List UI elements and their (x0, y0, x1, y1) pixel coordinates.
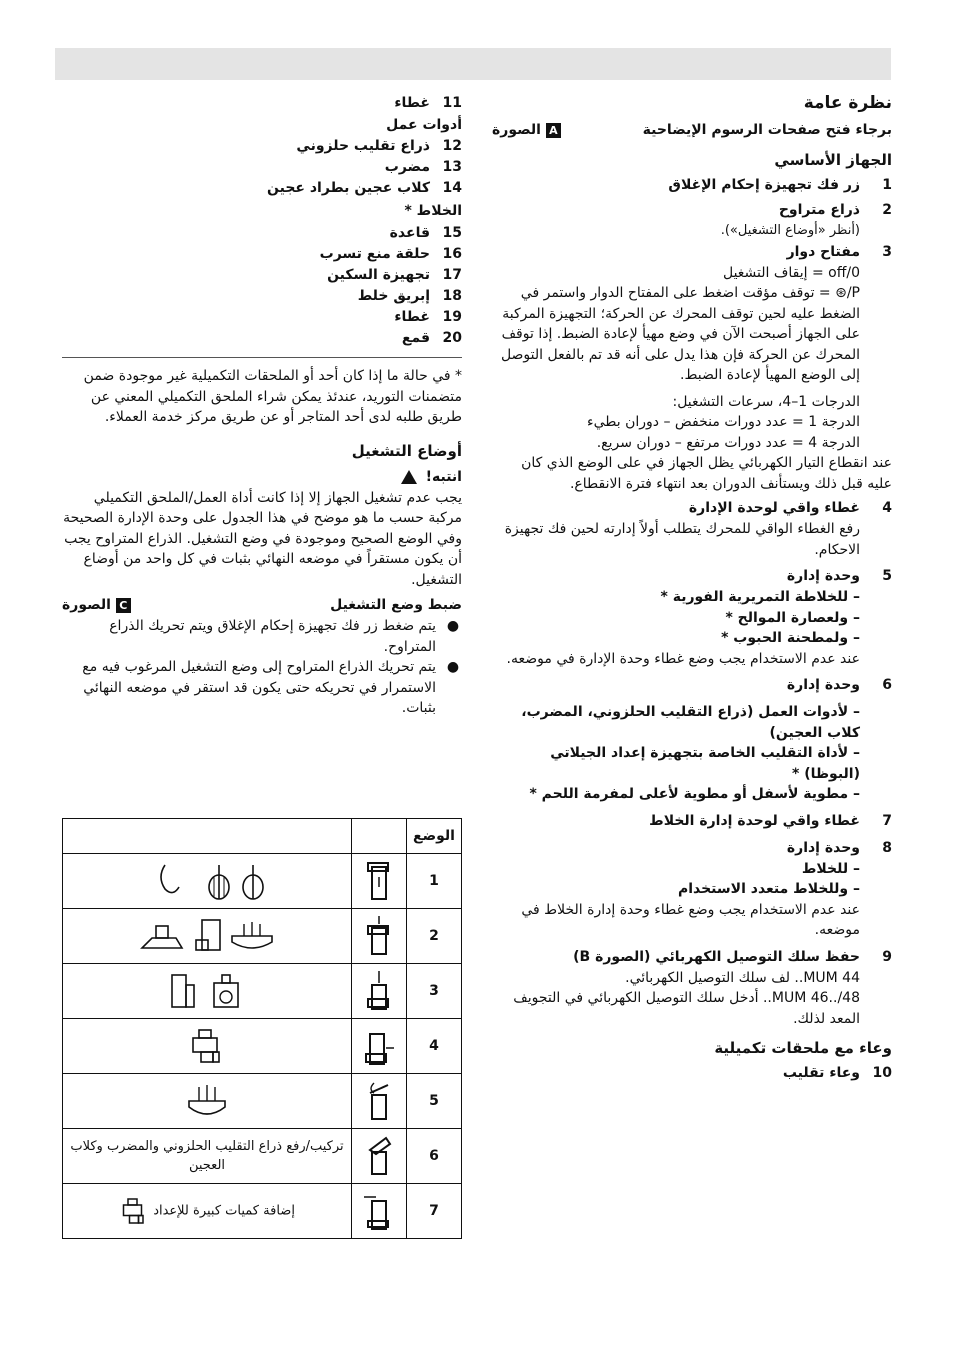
item-text: الدرجة 4 = عدد دورات مرتفع – دوران سريع. (596, 434, 860, 451)
list-item: 7 غطاء واقي لوحدة إدارة الخلاط (649, 812, 892, 829)
list-item: 14 كلاب عجين بطراد عجين (267, 180, 462, 196)
mixer-jar-icon (162, 971, 252, 1011)
arm-position-5-icon (366, 1081, 392, 1121)
sub-item: – ولعصارة الموالح * (725, 609, 860, 626)
section-title: نظرة عامة (803, 93, 892, 113)
list-item: 15 قاعدة (389, 225, 462, 241)
table-row: 7 إضافة كميات كبيرة للإعداد (63, 1184, 462, 1239)
sub-item: – وللخلاط متعدد الاستخدام (677, 881, 860, 897)
arm-position-2-icon (366, 916, 392, 956)
list-item: 4 غطاء واقي لوحدة الإدارة (688, 500, 892, 516)
attachments-icon (132, 916, 282, 956)
list-item: 13 مضرب (384, 159, 462, 175)
warning-text: يجب عدم تشغيل الجهاز إلا إذا كانت أداة العمل/الملحق التكميلي مركبة حسب ما هو موضح في هذا الجدول على وحدة الإدارة الصحيحة وفي الوضع الصحيح وموجودة في وضع التشغيل. الذراع المتراوح يجب أن يكون مستقراً في موضعه النهائي بثبات في كل واحد من أوضاع التشغيل. (63, 489, 462, 588)
item-text: عند عدم الاستخدام يجب وضع غطاء وحدة الإدارة في موضعه. (506, 650, 860, 667)
blender-icon (187, 1026, 227, 1066)
list-item: 10 وعاء تقليب (782, 1065, 892, 1081)
list-item: 9 حفظ سلك التوصيل الكهربائي (الصورة B) (573, 948, 892, 965)
item-note: (أنظر «أوضاع التشغيل»). (720, 223, 860, 238)
sub-item: – مطوية لأسفل أو مطوية لأعلى لمفرمة اللحم * (529, 786, 860, 802)
list-item: 20 قمع (401, 330, 462, 346)
bullet-item: ● يتم ضغط زر فك تجهيزة إحكام الإغلاق ويتم تحريك الذراع المتراوح. (109, 618, 460, 655)
sub-item: – للخلاطة التمريرية الفورية * (660, 589, 860, 605)
figure-badge-c: C (116, 598, 131, 613)
list-item: 2 ذراع متراوح (778, 202, 892, 218)
item-text: MUM 46../48.. أدخل سلك التوصيل الكهربائي في التجويف المعد لذلك. (513, 990, 860, 1027)
table-row: 5 (63, 1074, 462, 1129)
bowl-heading: وعاء مع ملحقات تكميلية (714, 1039, 892, 1057)
warning-label: انتبه! (62, 466, 462, 488)
table-head-cell: الوضع (407, 819, 462, 854)
divider (62, 357, 462, 358)
list-item: 16 حلقة منع تسرب (319, 246, 462, 262)
list-item: 18 إبريق خلط (357, 288, 462, 304)
item-text: P/⊛ = توقف مؤقت اضغط على المفتاح الدوار واستمر في الضغط عليه لحين توقف المحرك عن الحركة؛ التجهيزة المركبة على الجهاز أصبحت الآن في وضع مهيأ لإعادة الضبط. إذا توقف المحرك عن الحركة فإن هذا يدل على أنه قد تم بالفعل التوصل إلى الوضع المهيأ لإعادة الضبط. (500, 285, 860, 383)
item-text: الدرجات 1–4، سرعات التشغيل: (672, 393, 860, 410)
bullet-item: ● يتم تحريك الذراع المتراوح إلى وضع التشغيل المرغوب فيه مع الاستمرار في تحريكه حتى يكون قد استقر في موضعه النهائي بثبات. (82, 659, 460, 716)
list-item: 17 تجهيزة السكين (327, 267, 462, 283)
sub-item: – للخلاط (801, 860, 860, 877)
table-row: 3 (63, 964, 462, 1019)
modes-heading: أوضاع التشغيل (351, 441, 462, 460)
arm-position-3-icon (366, 971, 392, 1011)
list-item: 11 غطاء (394, 95, 462, 111)
table-cell-desc: تركيب/رفع ذراع التقليب الحلزوني والمضرب وكلاب العجين (63, 1129, 352, 1184)
list-item: 8 وحدة إدارة (786, 839, 892, 856)
sub-item: – لأداة التقليب الخاصة بتجهيزة إعداد الجيلاتي (البوظا) * (550, 745, 860, 782)
footnote: * في حالة ما إذا كان أحد أو الملحقات التكميلية غير موجودة ضمن متضمنات التوريد، عندئذ يمكن شراء الملحق التكميلي المعني عن طريق طلبه لدى أحد المتاجر أو عن طريق مركز خدمة العملاء. (83, 368, 462, 425)
sub-item: – لأدوات العمل (ذراع التقليب الحلزوني، المضرب، كلاب العجين) (521, 704, 860, 741)
list-item: 19 غطاء (394, 309, 462, 325)
item-text: الدرجة 1 = عدد دورات منخفض – دوران بطيء (587, 414, 860, 430)
arm-position-1-icon (366, 861, 392, 901)
adjust-heading: ضبط وضع التشغيل (330, 597, 462, 613)
table-row: 6 تركيب/رفع ذراع التقليب الحلزوني والمضرب وكلاب العجين (63, 1129, 462, 1184)
left-column (62, 93, 462, 719)
sub-item: – ولمطحنة الحبوب * (721, 630, 860, 646)
item-text: رفع الغطاء الواقي للمحرك يتطلب أولاً إدارته لحين فك تجهيزة الاحكام. (504, 521, 860, 558)
list-item: 1 زر فك تجهيزة إحكام الإغلاق (668, 177, 892, 193)
positions-table (62, 818, 462, 1239)
table-row: 2 (63, 909, 462, 964)
list-item: 5 وحدة إدارة (786, 568, 892, 584)
blender-small-icon (119, 1196, 149, 1226)
item-text: off/0 = إيقاف التشغيل (722, 264, 860, 281)
figure-badge-a: A (546, 123, 561, 138)
adjust-heading-row: ضبط وضع التشغيل C الصورة (62, 594, 462, 616)
item-text: MUM 44.. لف سلك التوصيل الكهربائي. (625, 969, 860, 986)
tools-heading: أدوات عمل (386, 117, 462, 133)
table-row: 4 (63, 1019, 462, 1074)
list-item: 6 وحدة إدارة (786, 677, 892, 693)
whisk-hook-beater-icon (137, 861, 277, 901)
basic-heading: الجهاز الأساسي (774, 151, 892, 169)
item-text: عند انقطاع التيار الكهربائي يظل الجهاز في على الوضع الذي كان عليه قبل ذلك ويستأنف الدوران بعد انتهاء فترة الانقطاع. (521, 455, 892, 492)
kneading-bowl-icon (185, 1081, 229, 1121)
intro-line: برجاء فتح صفحات الرسوم الإيضاحية A الصورة (492, 122, 892, 138)
table-cell-desc: إضافة كميات كبيرة للإعداد (153, 1203, 295, 1219)
right-column (492, 93, 892, 1084)
warning-icon (401, 470, 417, 484)
mixer-heading: الخلاط * (404, 203, 462, 219)
item-text: عند عدم الاستخدام يجب وضع غطاء وحدة إدارة الخلاط في موضعه. (521, 901, 860, 938)
arm-position-7-icon (364, 1191, 394, 1231)
header-bar (55, 48, 891, 80)
table-row: 1 (63, 854, 462, 909)
list-item: 12 ذراع تقليب حلزوني (296, 138, 462, 154)
arm-position-4-icon (364, 1026, 394, 1066)
table-header-row (63, 819, 462, 854)
arm-position-6-icon (366, 1136, 392, 1176)
list-item: 3 مفتاح دوار (786, 243, 892, 260)
